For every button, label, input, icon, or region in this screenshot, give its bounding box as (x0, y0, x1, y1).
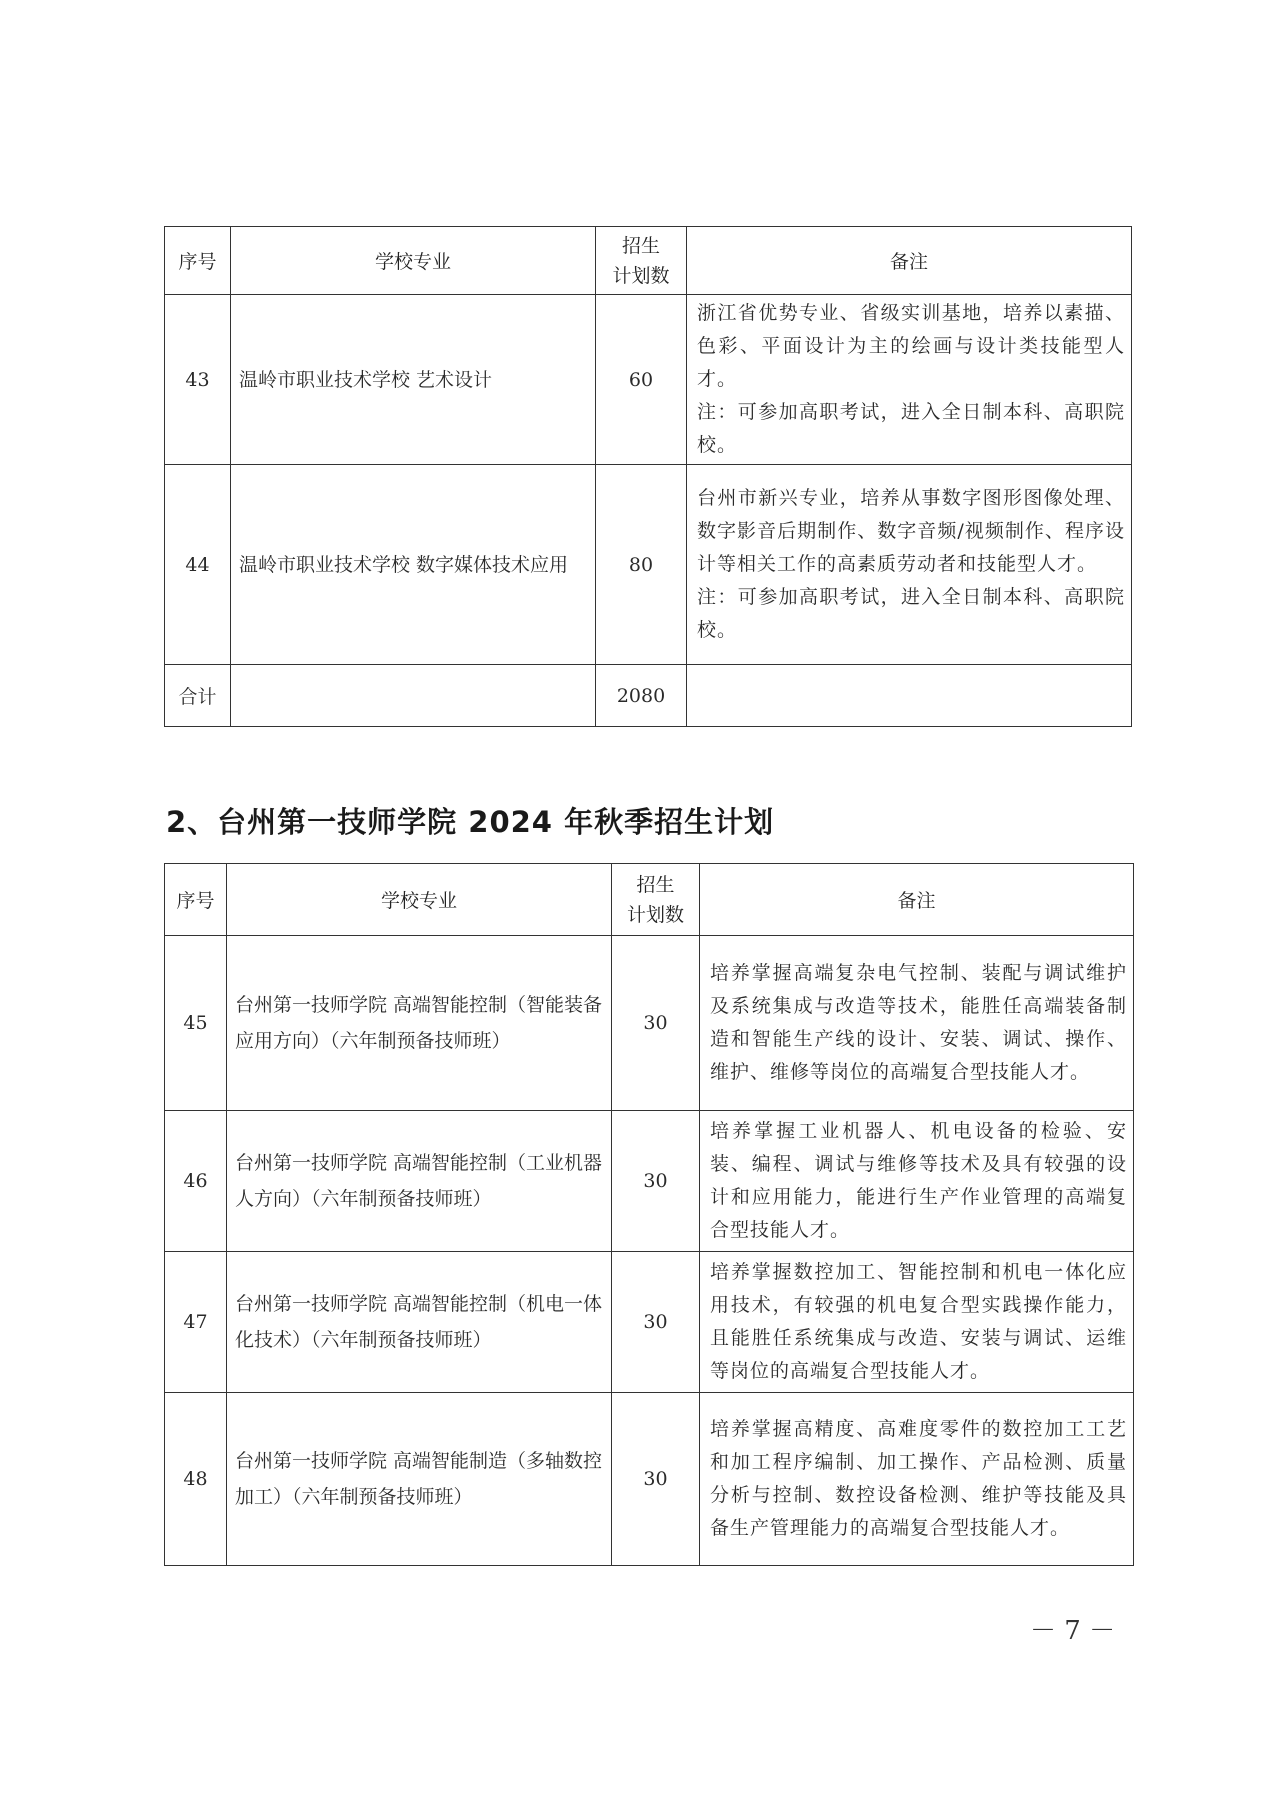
row-plan-count: 80 (596, 465, 687, 665)
remarks-footnote: 注：可参加高职考试，进入全日制本科、高职院校。 (697, 401, 1125, 456)
row-school-major: 台州第一技师学院 高端智能制造（多轴数控加工）（六年制预备技师班） (227, 1393, 612, 1566)
enrollment-table-1 (164, 226, 1132, 727)
total-plan-count: 2080 (596, 665, 687, 727)
row-index: 44 (165, 465, 231, 665)
row-plan-count: 30 (612, 1393, 700, 1566)
header-plan-count (596, 227, 687, 295)
header-plan-count (612, 864, 700, 936)
row-index: 43 (165, 295, 231, 465)
table-row (165, 465, 1132, 665)
total-row (165, 665, 1132, 727)
table-row (165, 1252, 1134, 1393)
row-index: 47 (165, 1252, 227, 1393)
header-remarks: 备注 (687, 227, 1132, 295)
table-row (165, 1111, 1134, 1252)
row-remarks: 培养掌握数控加工、智能控制和机电一体化应用技术，有较强的机电复合型实践操作能力，且能胜任系统集成与改造、安装与调试、运维等岗位的高端复合型技能人才。 (700, 1252, 1134, 1393)
header-index: 序号 (165, 227, 231, 295)
row-school-major: 台州第一技师学院 高端智能控制（智能装备应用方向）（六年制预备技师班） (227, 936, 612, 1111)
table-row (165, 936, 1134, 1111)
header-plan-line1: 招生 (636, 873, 675, 896)
header-plan-line2: 计划数 (612, 264, 670, 287)
header-remarks: 备注 (700, 864, 1134, 936)
row-plan-count: 30 (612, 936, 700, 1111)
row-index: 45 (165, 936, 227, 1111)
row-remarks (687, 295, 1132, 465)
remarks-text: 台州市新兴专业，培养从事数字图形图像处理、数字影音后期制作、数字音频/视频制作、程序设计等相关工作的高素质劳动者和技能型人才。 (697, 487, 1125, 575)
header-school-major: 学校专业 (227, 864, 612, 936)
table-header-row (165, 864, 1134, 936)
header-school-major: 学校专业 (231, 227, 596, 295)
header-index: 序号 (165, 864, 227, 936)
row-index: 46 (165, 1111, 227, 1252)
row-school-major: 温岭市职业技术学校 艺术设计 (231, 295, 596, 465)
row-plan-count: 30 (612, 1111, 700, 1252)
section-title: 2、台州第一技师学院 2024 年秋季招生计划 (166, 805, 775, 839)
remarks-text: 浙江省优势专业、省级实训基地，培养以素描、色彩、平面设计为主的绘画与设计类技能型人才。 (697, 302, 1125, 390)
total-label: 合计 (165, 665, 231, 727)
row-remarks: 培养掌握工业机器人、机电设备的检验、安装、编程、调试与维修等技术及具有较强的设计和应用能力，能进行生产作业管理的高端复合型技能人才。 (700, 1111, 1134, 1252)
row-remarks (687, 465, 1132, 665)
row-school-major: 温岭市职业技术学校 数字媒体技术应用 (231, 465, 596, 665)
enrollment-table-2 (164, 863, 1134, 1566)
total-school-empty (231, 665, 596, 727)
table-row (165, 1393, 1134, 1566)
row-remarks: 培养掌握高精度、高难度零件的数控加工工艺和加工程序编制、加工操作、产品检测、质量分析与控制、数控设备检测、维护等技能及具备生产管理能力的高端复合型技能人才。 (700, 1393, 1134, 1566)
row-school-major: 台州第一技师学院 高端智能控制（机电一体化技术）（六年制预备技师班） (227, 1252, 612, 1393)
total-remarks-empty (687, 665, 1132, 727)
row-index: 48 (165, 1393, 227, 1566)
row-plan-count: 60 (596, 295, 687, 465)
table-row (165, 295, 1132, 465)
page-number: － 7 － (1030, 1616, 1116, 1646)
row-plan-count: 30 (612, 1252, 700, 1393)
header-plan-line2: 计划数 (626, 903, 684, 926)
header-plan-line1: 招生 (621, 234, 660, 257)
remarks-footnote: 注：可参加高职考试，进入全日制本科、高职院校。 (697, 586, 1125, 641)
row-remarks: 培养掌握高端复杂电气控制、装配与调试维护及系统集成与改造等技术，能胜任高端装备制造和智能生产线的设计、安装、调试、操作、维护、维修等岗位的高端复合型技能人才。 (700, 936, 1134, 1111)
row-school-major: 台州第一技师学院 高端智能控制（工业机器人方向）（六年制预备技师班） (227, 1111, 612, 1252)
table-header-row (165, 227, 1132, 295)
